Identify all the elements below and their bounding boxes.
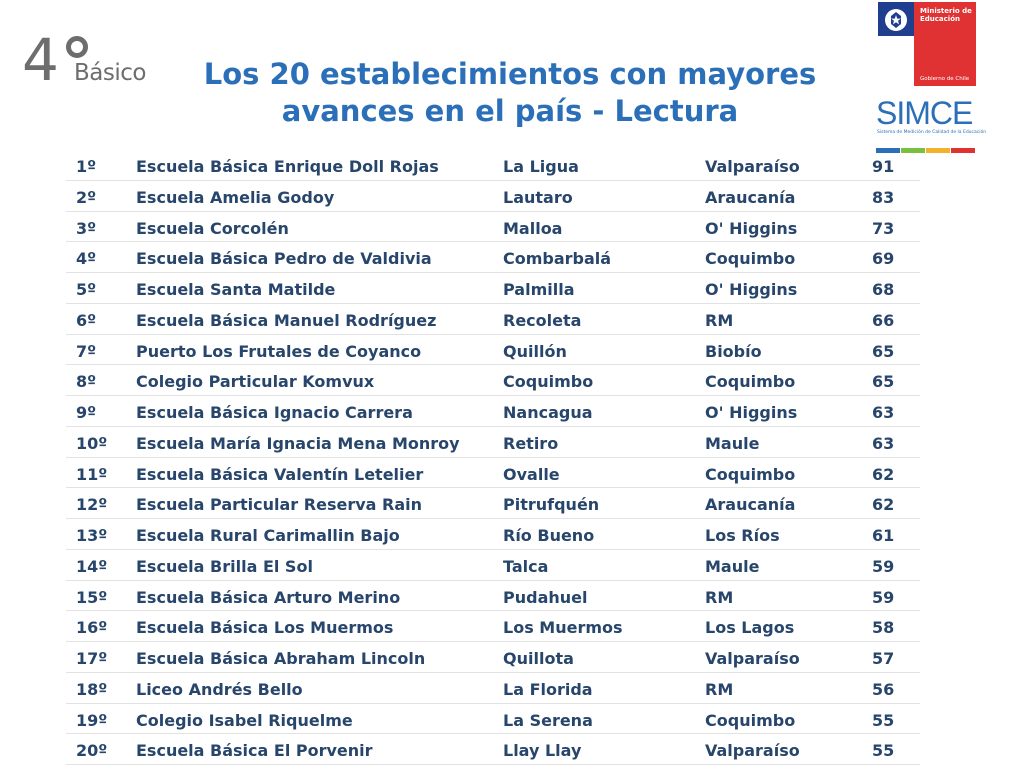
rank-cell: 13º: [76, 526, 108, 545]
score-cell: 66: [872, 310, 895, 330]
table-row: [66, 427, 920, 458]
table-row: [66, 304, 920, 335]
page-title: [165, 56, 855, 130]
school-cell: Liceo Andrés Bello: [136, 679, 303, 699]
school-cell: Escuela Corcolén: [136, 218, 289, 238]
gobierno-text: Gobierno de Chile: [920, 76, 970, 82]
school-cell: Escuela María Ignacia Mena Monroy: [136, 433, 460, 453]
school-cell: Escuela Básica Abraham Lincoln: [136, 649, 426, 668]
region-cell: Coquimbo: [705, 249, 796, 269]
commune-cell: Combarbalá: [503, 249, 612, 269]
title-line-1: Los 20 establecimientos con mayores: [203, 57, 817, 91]
bar-yellow: [926, 148, 950, 153]
ranking-table: [66, 150, 920, 765]
score-cell: 62: [872, 495, 895, 515]
commune-cell: Quillota: [503, 649, 574, 668]
commune-cell: Ovalle: [503, 464, 560, 484]
simce-color-bars: [876, 138, 976, 143]
commune-cell: Río Bueno: [503, 526, 595, 545]
region-cell: O' Higgins: [705, 218, 798, 238]
region-cell: Coquimbo: [705, 710, 796, 730]
region-cell: Araucanía: [705, 187, 796, 207]
ministerio-text: [920, 7, 974, 23]
score-cell: 62: [872, 464, 895, 484]
school-cell: Escuela Amelia Godoy: [136, 187, 335, 207]
table-row: [66, 704, 920, 735]
coat-of-arms-icon: [882, 6, 910, 34]
score-cell: 73: [872, 218, 895, 238]
table-row: [66, 365, 920, 396]
score-cell: 65: [872, 372, 895, 392]
score-cell: 59: [872, 587, 895, 607]
school-cell: Escuela Básica Arturo Merino: [136, 587, 401, 607]
commune-cell: Llay Llay: [503, 741, 582, 761]
score-cell: 83: [872, 187, 895, 207]
rank-cell: 2º: [76, 187, 97, 207]
table-row: [66, 581, 920, 612]
score-cell: 69: [872, 249, 895, 269]
rank-cell: 10º: [76, 433, 108, 453]
rank-cell: 11º: [76, 464, 108, 484]
school-cell: Escuela Santa Matilde: [136, 280, 336, 299]
rank-cell: 7º: [76, 341, 97, 361]
school-cell: Escuela Básica Enrique Doll Rojas: [136, 157, 439, 176]
region-cell: Los Lagos: [705, 618, 795, 638]
commune-cell: La Ligua: [503, 157, 579, 176]
region-cell: Maule: [705, 556, 760, 576]
grade-number: 4: [22, 26, 59, 94]
commune-cell: Malloa: [503, 218, 563, 238]
rank-cell: 15º: [76, 587, 108, 607]
table-row: [66, 673, 920, 704]
school-cell: Escuela Rural Carimallin Bajo: [136, 526, 400, 545]
score-cell: 58: [872, 618, 895, 638]
table-row: [66, 458, 920, 489]
score-cell: 91: [872, 157, 895, 176]
simce-wordmark: SIMCE: [876, 95, 973, 131]
region-cell: Valparaíso: [705, 741, 800, 761]
region-cell: Coquimbo: [705, 464, 796, 484]
region-cell: Biobío: [705, 341, 762, 361]
degree-symbol: [66, 36, 88, 58]
school-cell: Escuela Básica Pedro de Valdivia: [136, 249, 432, 269]
commune-cell: La Florida: [503, 679, 593, 699]
score-cell: 59: [872, 556, 895, 576]
rank-cell: 5º: [76, 280, 97, 299]
grade-label: Básico: [74, 60, 146, 86]
simce-logo: [876, 95, 987, 146]
rank-cell: 17º: [76, 649, 108, 668]
region-cell: RM: [705, 310, 734, 330]
table-row: [66, 150, 920, 181]
rank-cell: 1º: [76, 157, 97, 176]
bar-red: [951, 148, 975, 153]
region-cell: RM: [705, 679, 734, 699]
grade-badge: [22, 26, 162, 94]
table-row: [66, 611, 920, 642]
simce-subtitle: Sistema de Medición de Calidad de la Educación: [877, 130, 987, 135]
region-cell: Maule: [705, 433, 760, 453]
title-line-2: avances en el país - Lectura: [281, 94, 739, 128]
rank-cell: 20º: [76, 741, 108, 761]
school-cell: Colegio Particular Komvux: [136, 372, 375, 392]
school-cell: Escuela Básica Los Muermos: [136, 618, 394, 638]
table-row: [66, 519, 920, 550]
ministerio-line-2: Educación: [920, 15, 960, 23]
table-row: [66, 273, 920, 304]
commune-cell: Talca: [503, 556, 549, 576]
table-row: [66, 242, 920, 273]
school-cell: Escuela Particular Reserva Rain: [136, 495, 422, 515]
region-cell: Valparaíso: [705, 649, 800, 668]
table-row: [66, 642, 920, 673]
score-cell: 61: [872, 526, 895, 545]
region-cell: Valparaíso: [705, 157, 800, 176]
rank-cell: 19º: [76, 710, 108, 730]
rank-cell: 8º: [76, 372, 97, 392]
region-cell: Araucanía: [705, 495, 796, 515]
rank-cell: 16º: [76, 618, 108, 638]
table-row: [66, 212, 920, 243]
school-cell: Colegio Isabel Riquelme: [136, 710, 353, 730]
commune-cell: Recoleta: [503, 310, 582, 330]
region-cell: RM: [705, 587, 734, 607]
school-cell: Escuela Básica Valentín Letelier: [136, 464, 424, 484]
rank-cell: 9º: [76, 403, 97, 422]
ministerio-line-1: Ministerio de: [920, 7, 972, 15]
school-cell: Escuela Brilla El Sol: [136, 556, 313, 576]
school-cell: Puerto Los Frutales de Coyanco: [136, 341, 422, 361]
ministerio-logo: [878, 2, 976, 86]
region-cell: O' Higgins: [705, 280, 798, 299]
commune-cell: Nancagua: [503, 403, 593, 422]
commune-cell: Pudahuel: [503, 587, 588, 607]
commune-cell: Coquimbo: [503, 372, 594, 392]
rank-cell: 3º: [76, 218, 97, 238]
score-cell: 55: [872, 710, 895, 730]
rank-cell: 12º: [76, 495, 108, 515]
score-cell: 68: [872, 280, 895, 299]
table-row: [66, 734, 920, 765]
flag-white-block: [878, 36, 914, 86]
score-cell: 55: [872, 741, 895, 761]
score-cell: 63: [872, 403, 895, 422]
school-cell: Escuela Básica Ignacio Carrera: [136, 403, 413, 422]
commune-cell: Retiro: [503, 433, 559, 453]
region-cell: Coquimbo: [705, 372, 796, 392]
rank-cell: 14º: [76, 556, 108, 576]
table-row: [66, 335, 920, 366]
score-cell: 56: [872, 679, 895, 699]
score-cell: 63: [872, 433, 895, 453]
table-row: [66, 488, 920, 519]
score-cell: 57: [872, 649, 895, 668]
rank-cell: 18º: [76, 679, 108, 699]
region-cell: O' Higgins: [705, 403, 798, 422]
commune-cell: Lautaro: [503, 187, 573, 207]
rank-cell: 4º: [76, 249, 97, 269]
score-cell: 65: [872, 341, 895, 361]
commune-cell: Los Muermos: [503, 618, 623, 638]
rank-cell: 6º: [76, 310, 97, 330]
region-cell: Los Ríos: [705, 526, 780, 545]
commune-cell: Pitrufquén: [503, 495, 600, 515]
commune-cell: La Serena: [503, 710, 593, 730]
table-row: [66, 181, 920, 212]
commune-cell: Quillón: [503, 341, 567, 361]
school-cell: Escuela Básica Manuel Rodríguez: [136, 310, 437, 330]
commune-cell: Palmilla: [503, 280, 575, 299]
table-row: [66, 550, 920, 581]
table-row: [66, 396, 920, 427]
school-cell: Escuela Básica El Porvenir: [136, 741, 373, 761]
